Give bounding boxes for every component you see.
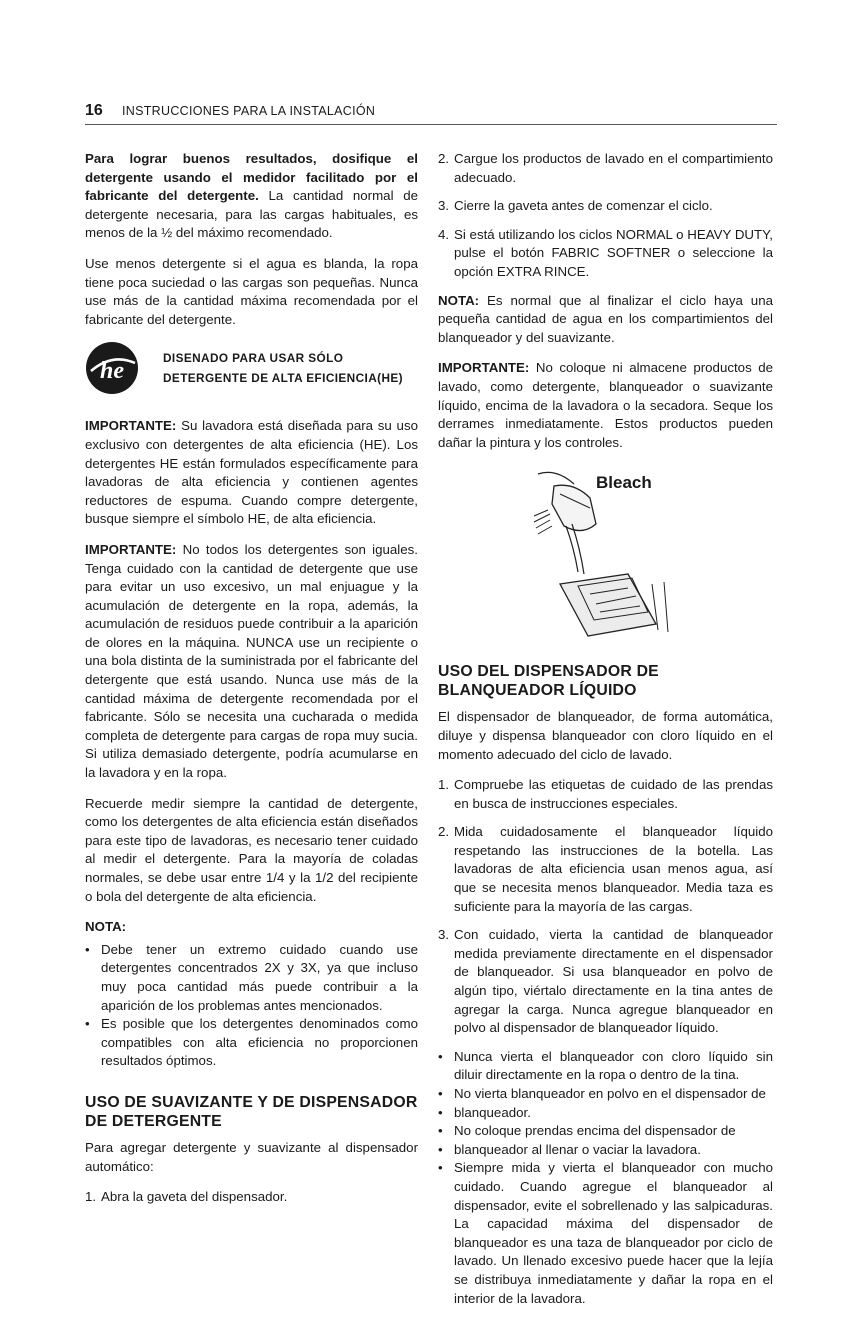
note-water	[438, 292, 773, 348]
step-number: 3.	[438, 927, 450, 943]
important-storage	[438, 359, 773, 452]
step-text: Compruebe las etiquetas de cuidado de las prendas en busca de instrucciones especiales.	[454, 777, 773, 811]
he-notice	[85, 341, 418, 395]
warning-item: • No vierta blanqueador en polvo en el dispensador de	[438, 1085, 773, 1104]
step-item	[438, 150, 773, 187]
he-logo-icon	[85, 341, 139, 395]
bleach-steps-list	[438, 776, 773, 1038]
note-item: • Es posible que los detergentes denominados como compatibles con alta eficiencia no proporcionen resultados óptimos.	[85, 1015, 418, 1071]
step-number: 1.	[85, 1189, 97, 1205]
step-text: Mida cuidadosamente el blanqueador líquido respetando las instrucciones de la botella. Las lavadoras de alta eficiencia usan menos agua, así que se necesita menos blanqueador. Media taza es suficiente para la mayoría de las cargas.	[454, 824, 773, 914]
he-logo-text: he	[100, 358, 124, 385]
step-number: 2.	[438, 151, 450, 166]
important-text: No todos los detergentes son iguales. Tenga cuidado con la cantidad de detergente que use para evitar un uso excesivo, un mal enjuague y la acumulación de detergente en la ropa, además, la acumulación de residuos puede contribuir a la aparición de olores en la máquina. NUNCA use un recipiente o una bola distinta de la suministrada por el fabricante del detergente que está usando. Nunca use más de la cantidad máxima de detergente recomendada por el fabricante. Sólo se necesita una cucharada o medida completa de detergente para cargas de ropa muy sucia. Si utiliza demasiado detergente, podría acumularse en la lavadora y en la ropa.	[85, 541, 418, 781]
heading-softener: USO DE SUAVIZANTE Y DE DISPENSADOR DE DETERGENTE	[85, 1093, 418, 1130]
bleach-warnings-list	[438, 1048, 773, 1308]
bleach-pour-icon	[478, 464, 688, 640]
paragraph-bleach-intro: El dispensador de blanqueador, de forma automática, diluye y dispensa blanqueador con cloro líquido en el momento adecuado del ciclo de lavado.	[438, 709, 773, 762]
important-he	[85, 417, 418, 529]
note-title: NOTA:	[85, 919, 127, 935]
note-list	[85, 941, 418, 1071]
warning-item: • blanqueador al llenar o vaciar la lavadora.	[438, 1141, 773, 1160]
step-text: Cargue los productos de lavado en el compartimiento adecuado.	[454, 151, 773, 185]
note-label: NOTA:	[438, 292, 480, 308]
heading-bleach-dispenser: USO DEL DISPENSADOR DE BLANQUEADOR LÍQUIDO	[438, 663, 659, 700]
step-text: Cierre la gaveta antes de comenzar el ciclo.	[454, 198, 713, 214]
step-item	[438, 226, 773, 282]
he-notice-text: DISENADO PARA USAR SÓLO DETERGENTE DE ALTA EFICIENCIA(HE)	[163, 351, 403, 386]
paragraph-dosage	[85, 150, 418, 243]
important-label: IMPORTANTE:	[85, 418, 177, 434]
right-column	[438, 150, 773, 1318]
dosage-text: La cantidad normal de detergente necesaria, para las cargas habituales, es menos de la ½ del máximo recomendado.	[85, 188, 418, 241]
warning-item: • blanqueador.	[438, 1104, 773, 1123]
step-item	[85, 1188, 418, 1207]
page-header	[85, 100, 777, 125]
important-text: No coloque ni almacene productos de lavado, como detergente, blanqueador o suavizante líquido, encima de la lavadora o la secadora. Seque los derrames inmediatamente. Estos productos pueden dañar la pintura y los controles.	[438, 360, 773, 450]
bleach-label: Bleach	[596, 473, 652, 493]
step-number: 2.	[438, 824, 450, 840]
step-item	[438, 926, 773, 1038]
steps-list-start	[85, 1188, 418, 1207]
step-item	[438, 823, 773, 916]
warning-item: • No coloque prendas encima del dispensador de	[438, 1122, 773, 1141]
left-column	[85, 150, 418, 1217]
step-number: 1.	[438, 777, 450, 793]
note-item: • Debe tener un extremo cuidado cuando use detergentes concentrados 2X y 3X, ya que incluso muy poca cantidad más puede contribuir a la aparición de los problemas antes mencionados.	[85, 941, 418, 1015]
important-text: Su lavadora está diseñada para su uso exclusivo con detergentes de alta eficiencia (HE). Los detergentes HE están formulados específicamente para lavadoras de alta eficiencia y contienen agentes reductores de espuma. Cuando compre detergente, busque siempre el símbolo HE, de alta eficiencia.	[85, 418, 418, 527]
dosage-bold-text: Para lograr buenos resultados, dosifique el detergente usando el medidor facilitado por el fabricante del detergente.	[85, 151, 418, 204]
step-item	[438, 776, 773, 813]
step-number: 4.	[438, 226, 450, 242]
step-text: Si está utilizando los ciclos NORMAL o HEAVY DUTY, pulse el botón FABRIC SOFTNER o seleccione la opción EXTRA RINCE.	[454, 226, 773, 279]
step-number: 3.	[438, 198, 450, 214]
important-label: IMPORTANTE:	[85, 541, 177, 557]
paragraph-measure: Recuerde medir siempre la cantidad de detergente, como los detergentes de alta eficiencia están diseñados para este tipo de lavadoras, es necesario tener cuidado al medir el detergente. Para la mayoría de coladas normales, se debe usar entre 1/4 y la 1/2 del recipiente o bola del detergente de alta eficiencia.	[85, 795, 418, 904]
note-text: Es normal que al finalizar el ciclo haya una pequeña cantidad de agua en los compartimientos del blanqueador y del suavizante.	[438, 292, 773, 345]
paragraph-add-detergent: Para agregar detergente y suavizante al dispensador automático:	[85, 1139, 418, 1174]
step-text: Con cuidado, vierta la cantidad de blanqueador medida previamente directamente en el dispensador de blanqueador. Si usa blanqueador en polvo de algún tipo, viértalo directamente en la tina antes de agregar la carga. Nunca agregue blanqueador en polvo al dispensador de blanqueador líquido.	[454, 927, 773, 1036]
warning-item: • Siempre mida y vierta el blanqueador con mucho cuidado. Cuando agregue el blanqueador al dispensador, evite el sobrellenado y las salpicaduras. La capacidad máxima del dispensador de blanqueador es una taza de blanqueador por ciclo de lavado. Un llenado excesivo puede hacer que la lejía se distribuya inmediatamente y dañar la ropa en el interior de la lavadora.	[438, 1159, 773, 1308]
section-title: INSTRUCCIONES PARA LA INSTALACIÓN	[122, 104, 376, 118]
bleach-illustration	[438, 464, 773, 640]
page-number: 16	[85, 102, 103, 119]
step-item	[438, 197, 773, 216]
step-text: Abra la gaveta del dispensador.	[101, 1189, 288, 1205]
important-label: IMPORTANTE:	[438, 360, 530, 376]
steps-list-continued	[438, 150, 773, 282]
important-detergents	[85, 541, 418, 783]
warning-item: • Nunca vierta el blanqueador con cloro líquido sin diluir directamente en la ropa o dentro de la tina.	[438, 1048, 773, 1085]
paragraph-less-detergent: Use menos detergente si el agua es blanda, la ropa tiene poca suciedad o las cargas son pequeñas. Nunca use más de la cantidad máxima recomendada por el fabricante del detergente.	[85, 255, 418, 327]
